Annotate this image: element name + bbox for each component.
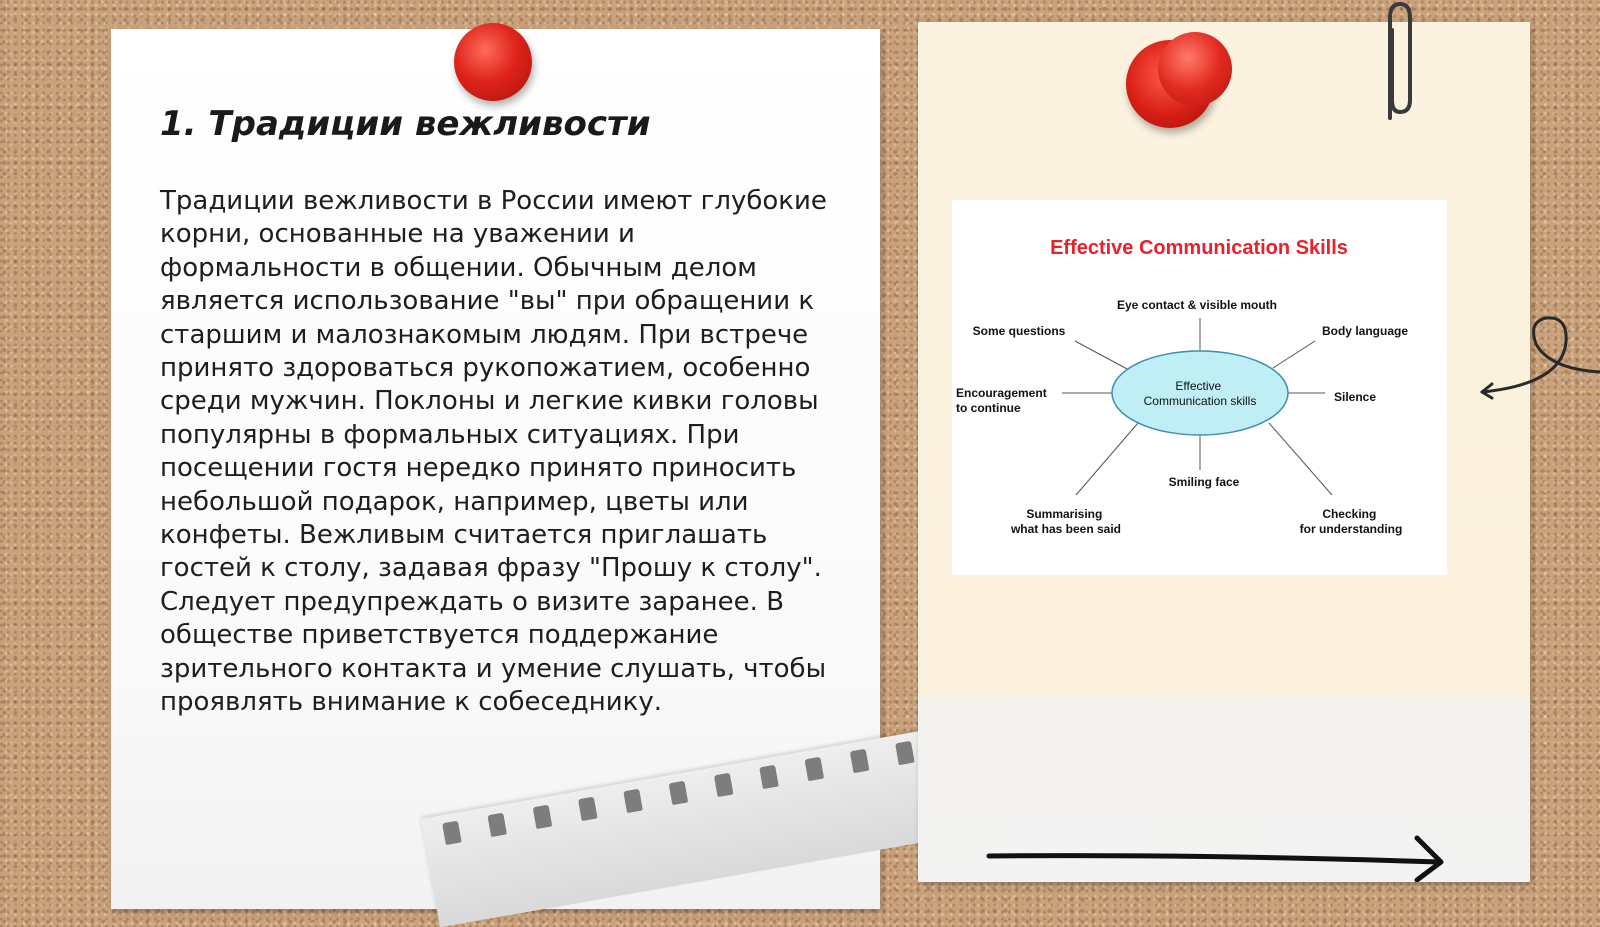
center-ellipse xyxy=(1112,351,1288,435)
notebook-hole xyxy=(578,797,598,821)
node-bottom-left: Summarising what has been said xyxy=(1010,507,1122,536)
red-pushpin-icon xyxy=(454,23,532,101)
node-bottom-right: Checking for understanding xyxy=(1299,507,1403,536)
notebook-hole xyxy=(895,741,915,765)
connector-line xyxy=(1269,423,1332,495)
notebook-hole xyxy=(714,773,734,797)
notebook-hole xyxy=(850,749,870,773)
slide-title: 1. Традиции вежливости xyxy=(160,104,651,144)
diagram-title: Effective Communication Skills xyxy=(1050,237,1348,259)
long-arrow-icon xyxy=(985,832,1447,882)
notebook-hole xyxy=(623,789,643,813)
red-pushpin-icon xyxy=(1158,32,1232,106)
node-bottom: Smiling face xyxy=(1168,475,1240,489)
node-right: Silence xyxy=(1333,390,1377,404)
notebook-hole xyxy=(442,821,462,845)
communication-skills-diagram xyxy=(952,200,1447,575)
connector-line xyxy=(1273,341,1315,368)
notebook-hole xyxy=(804,757,824,781)
center-label: Effective Communication skills xyxy=(1143,379,1257,408)
notebook-hole xyxy=(533,805,553,829)
paper-clip-icon xyxy=(1378,0,1418,125)
notebook-hole xyxy=(487,813,507,837)
node-top-right: Body language xyxy=(1321,324,1409,338)
diagram-canvas xyxy=(952,200,1447,575)
notebook-hole xyxy=(669,781,689,805)
node-top-left: Some questions xyxy=(972,324,1066,338)
slide-body-text: Традиции вежливости в России имеют глубокие корни, основанные на уважении и формальности в общении. Обычным делом является использование "вы" при обращении к старшим и малознакомым людям. При встрече принято здороваться рукопожатием, особенно среди мужчин. Поклоны и легкие кивки головы популярны в формальных ситуациях. При посещении гостя нередко принято приносить небольшой подарок, например, цветы или конфеты. Вежливым считается приглашать гостей к столу, задавая фразу "Прошу к столу". Следует предупреждать о визите заранее. В обществе приветствуется поддержание зрительного контакта и умение слушать, чтобы проявлять внимание к собеседнику. xyxy=(160,186,827,718)
notebook-hole xyxy=(759,765,779,789)
connector-line xyxy=(1075,341,1129,370)
node-top: Eye contact & visible mouth xyxy=(1116,298,1278,312)
connector-line xyxy=(1076,423,1138,495)
node-left: Encouragement to continue xyxy=(956,386,1047,415)
loop-arrow-doodle-icon xyxy=(1480,314,1600,404)
